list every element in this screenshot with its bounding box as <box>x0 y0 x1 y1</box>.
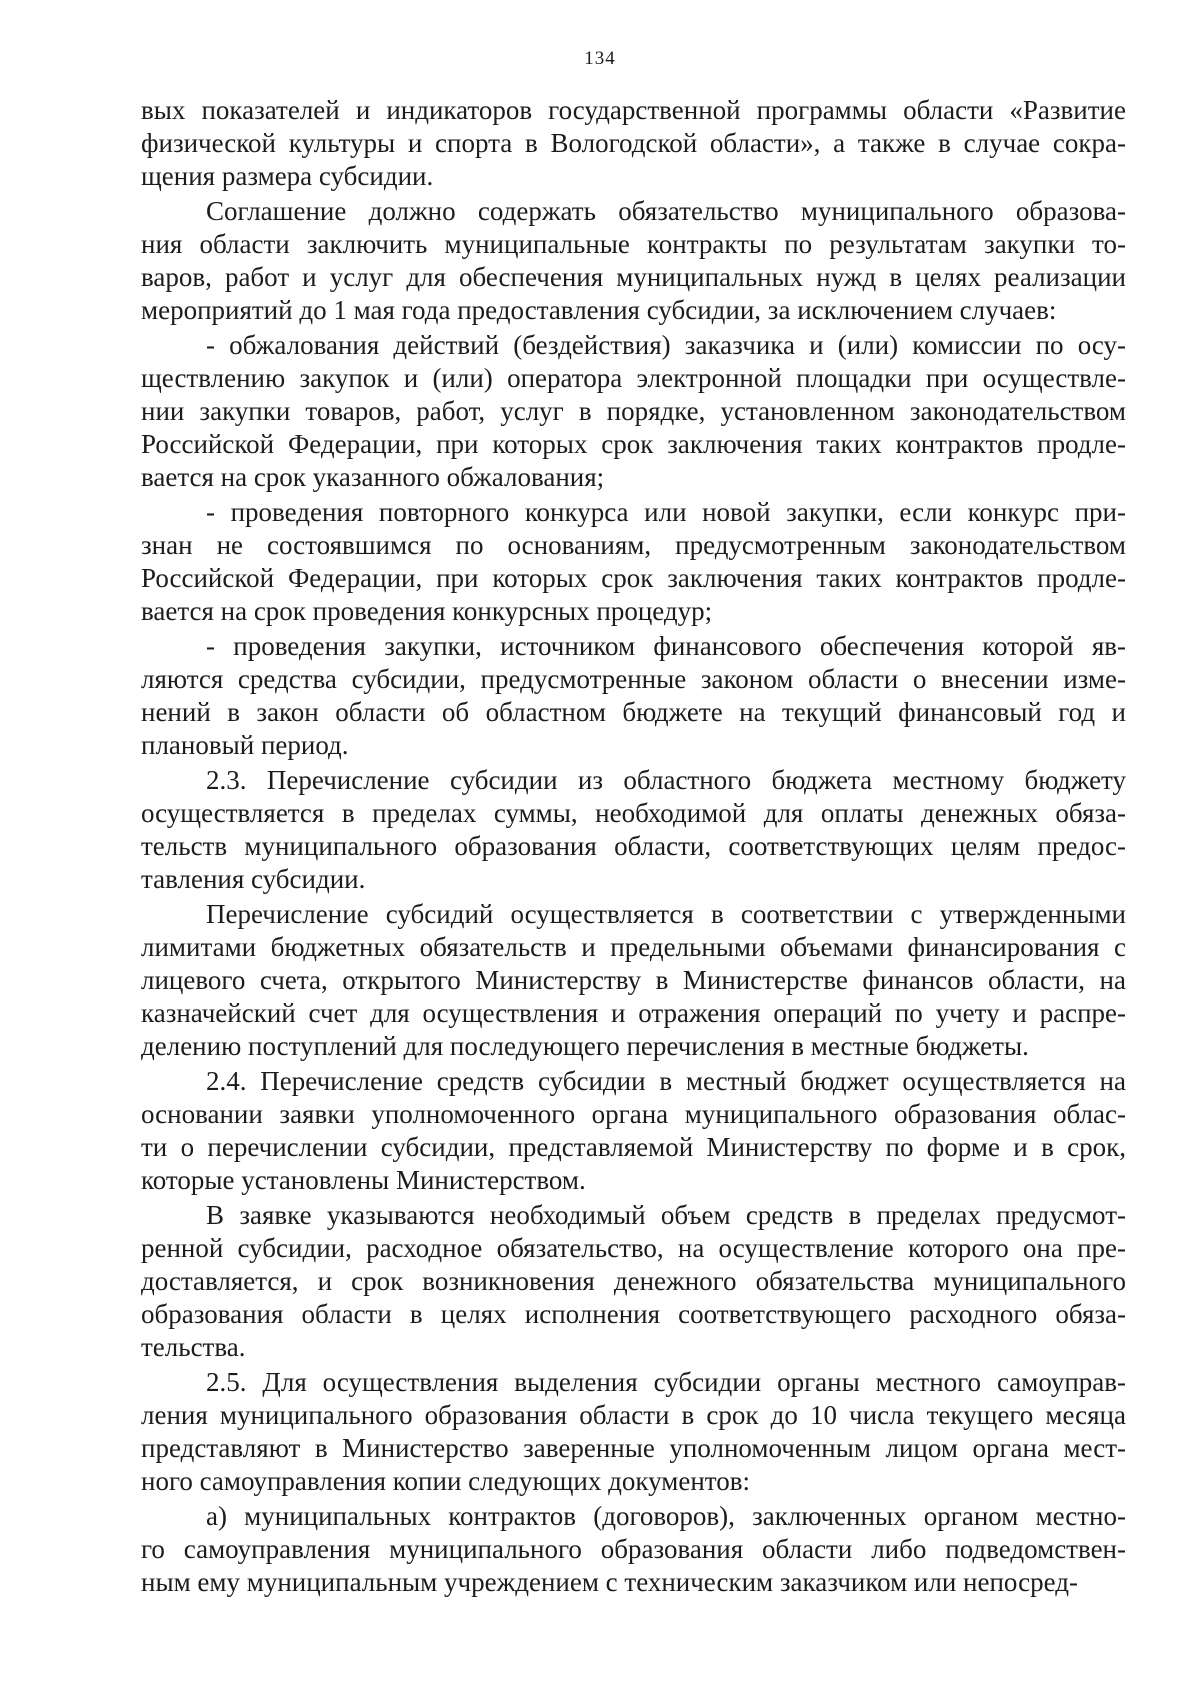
text-line: вается на срок указанного обжалования; <box>141 462 605 492</box>
paragraph <box>141 195 1126 327</box>
text-line: осуществляется в пределах суммы, необходимой для оплаты денежных обяза- <box>141 798 1126 828</box>
text-line: - проведения повторного конкурса или новой закупки, если конкурс при- <box>206 497 1126 527</box>
text-line: мероприятий до 1 мая года предоставления субсидии, за исключением случаев: <box>141 295 1057 325</box>
text-line: - проведения закупки, источником финансового обеспечения которой яв- <box>206 631 1126 661</box>
text-line: ного самоуправления копии следующих документов: <box>141 1466 750 1496</box>
text-line: лицевого счета, открытого Министерству в Министерстве финансов области, на <box>141 965 1126 995</box>
text-line: тельств муниципального образования области, соответствующих целям предос- <box>141 831 1126 861</box>
document-body <box>141 94 1126 1601</box>
text-line: делению поступлений для последующего перечисления в местные бюджеты. <box>141 1031 1029 1061</box>
text-line: а) муниципальных контрактов (договоров), заключенных органом местно- <box>206 1501 1126 1531</box>
text-line: знан не состоявшимся по основаниям, предусмотренным законодательством <box>141 530 1126 560</box>
text-line: В заявке указываются необходимый объем средств в пределах предусмот- <box>206 1200 1126 1230</box>
text-line: ти о перечислении субсидии, представляемой Министерству по форме и в срок, <box>141 1132 1126 1162</box>
text-line: 2.3. Перечисление субсидии из областного бюджета местному бюджету <box>206 765 1126 795</box>
text-line: ным ему муниципальным учреждением с техническим заказчиком или непосред- <box>141 1567 1078 1597</box>
page-number: 134 <box>584 48 616 69</box>
text-line: плановый период. <box>141 730 349 760</box>
paragraph <box>141 1199 1126 1364</box>
text-line: - обжалования действий (бездействия) заказчика и (или) комиссии по осу- <box>206 330 1126 360</box>
text-line: доставляется, и срок возникновения денежного обязательства муниципального <box>141 1266 1126 1296</box>
text-line: варов, работ и услуг для обеспечения муниципальных нужд в целях реализации <box>141 262 1126 292</box>
paragraph <box>141 898 1126 1063</box>
paragraph <box>141 1366 1126 1498</box>
text-line: Российской Федерации, при которых срок заключения таких контрактов продле- <box>141 563 1126 593</box>
text-line: ществлению закупок и (или) оператора электронной площадки при осуществле- <box>141 363 1126 393</box>
paragraph <box>141 94 1126 193</box>
text-line: ренной субсидии, расходное обязательство, на осуществление которого она пре- <box>141 1233 1126 1263</box>
paragraph <box>141 329 1126 494</box>
text-line: тельства. <box>141 1332 246 1362</box>
text-line: ления муниципального образования области в срок до 10 числа текущего месяца <box>141 1400 1126 1430</box>
text-line: го самоуправления муниципального образования области либо подведомствен- <box>141 1534 1126 1564</box>
paragraph <box>141 496 1126 628</box>
text-line: ния области заключить муниципальные контракты по результатам закупки то- <box>141 229 1126 259</box>
text-line: физической культуры и спорта в Вологодской области», а также в случае сокра- <box>141 128 1126 158</box>
paragraph <box>141 630 1126 762</box>
text-line: ляются средства субсидии, предусмотренные законом области о внесении изме- <box>141 664 1126 694</box>
text-line: тавления субсидии. <box>141 864 366 894</box>
text-line: щения размера субсидии. <box>141 161 434 191</box>
text-line: представляют в Министерство заверенные уполномоченным лицом органа мест- <box>141 1433 1126 1463</box>
text-line: Соглашение должно содержать обязательство муниципального образова- <box>206 196 1126 226</box>
text-line: казначейский счет для осуществления и отражения операций по учету и распре- <box>141 998 1126 1028</box>
text-line: 2.5. Для осуществления выделения субсидии органы местного самоуправ- <box>206 1367 1126 1397</box>
paragraph <box>141 764 1126 896</box>
text-line: которые установлены Министерством. <box>141 1165 586 1195</box>
text-line: Российской Федерации, при которых срок заключения таких контрактов продле- <box>141 429 1126 459</box>
text-line: 2.4. Перечисление средств субсидии в местный бюджет осуществляется на <box>206 1066 1126 1096</box>
text-line: Перечисление субсидий осуществляется в соответствии с утвержденными <box>206 899 1126 929</box>
paragraph <box>141 1065 1126 1197</box>
text-line: нии закупки товаров, работ, услуг в порядке, установленном законодательством <box>141 396 1126 426</box>
text-line: лимитами бюджетных обязательств и предельными объемами финансирования с <box>141 932 1126 962</box>
paragraph <box>141 1500 1126 1599</box>
text-line: образования области в целях исполнения соответствующего расходного обяза- <box>141 1299 1126 1329</box>
text-line: нений в закон области об областном бюджете на текущий финансовый год и <box>141 697 1126 727</box>
text-line: основании заявки уполномоченного органа муниципального образования облас- <box>141 1099 1126 1129</box>
text-line: вается на срок проведения конкурсных процедур; <box>141 596 713 626</box>
text-line: вых показателей и индикаторов государственной программы области «Развитие <box>141 95 1126 125</box>
